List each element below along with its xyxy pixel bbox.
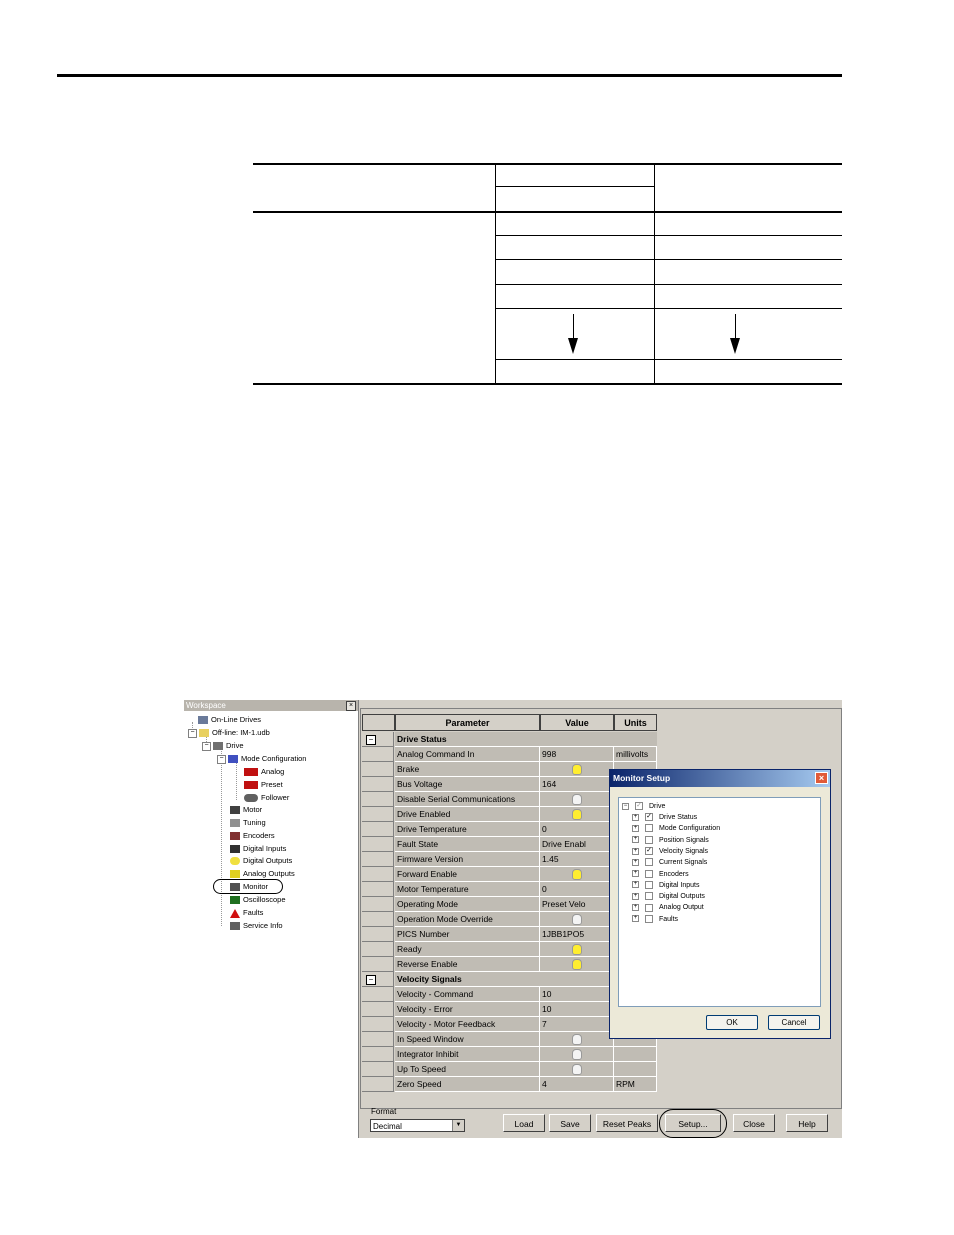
- value-cell: 0: [540, 822, 614, 837]
- format-label: Format: [371, 1107, 397, 1116]
- parameter-cell: Forward Enable: [395, 867, 540, 882]
- collapse-icon[interactable]: −: [188, 729, 197, 738]
- row-header: [362, 897, 394, 912]
- bulb-on-icon: [572, 764, 582, 775]
- bulb-on-icon: [572, 944, 582, 955]
- collapse-icon[interactable]: −: [623, 802, 628, 809]
- row-header: [362, 987, 394, 1002]
- dialog-tree: [618, 797, 821, 1007]
- parameter-cell: Velocity - Error: [395, 1002, 540, 1017]
- dialog-tree-item-label: Position Signals: [659, 836, 709, 844]
- save-button[interactable]: Save: [549, 1114, 591, 1132]
- expand-icon[interactable]: +: [633, 858, 638, 865]
- dialog-tree-item-label: Digital Inputs: [659, 881, 700, 889]
- row-header: [362, 942, 394, 957]
- collapse-icon[interactable]: −: [366, 975, 376, 985]
- dialog-tree-item-label: Analog Output: [659, 904, 704, 912]
- value-cell: [540, 1032, 614, 1047]
- tree-item-encoders[interactable]: Encoders: [230, 830, 275, 842]
- value-cell: Drive Enabl: [540, 837, 614, 852]
- dialog-tree-item[interactable]: [632, 846, 708, 857]
- bulb-off-icon: [572, 1064, 582, 1075]
- encoders-icon: [230, 832, 240, 840]
- row-header: [362, 912, 394, 927]
- analog-icon: [244, 768, 258, 776]
- expand-icon[interactable]: +: [633, 915, 638, 922]
- value-cell: 10: [540, 987, 614, 1002]
- dialog-tree-item-label: Mode Configuration: [659, 825, 721, 833]
- tree-item-tuning[interactable]: Tuning: [230, 817, 266, 829]
- dialog-tree-item[interactable]: [632, 880, 699, 891]
- header-rule: [57, 74, 842, 77]
- dialog-tree-item[interactable]: [632, 823, 720, 834]
- group-label: Velocity Signals: [395, 972, 657, 987]
- dialog-tree-item[interactable]: [632, 812, 697, 823]
- format-value: Decimal: [373, 1122, 402, 1131]
- value-cell: 10: [540, 1002, 614, 1017]
- bulb-off-icon: [572, 1049, 582, 1060]
- parameter-cell: In Speed Window: [395, 1032, 540, 1047]
- value-cell: 998: [540, 747, 614, 762]
- row-header: [362, 807, 394, 822]
- chevron-down-icon[interactable]: ▼: [452, 1120, 464, 1131]
- units-cell: [614, 1062, 657, 1077]
- dialog-tree-item-label: Drive Status: [659, 814, 698, 821]
- value-cell: [540, 1062, 614, 1077]
- checkbox[interactable]: [645, 836, 653, 844]
- expand-icon[interactable]: +: [633, 892, 638, 899]
- parameter-cell: Firmware Version: [395, 852, 540, 867]
- dialog-title-bar: [610, 770, 830, 787]
- row-header: [362, 762, 394, 777]
- group-row-header: [362, 972, 394, 987]
- parameter-cell: PICS Number: [395, 927, 540, 942]
- value-cell: [540, 912, 614, 927]
- expand-icon[interactable]: +: [633, 824, 638, 831]
- row-header: [362, 777, 394, 792]
- monitor-highlight-circle: [213, 879, 283, 894]
- value-column-header[interactable]: Value: [540, 714, 614, 731]
- cancel-button[interactable]: Cancel: [768, 1015, 820, 1030]
- tree-item-digital-inputs[interactable]: Digital Inputs: [230, 843, 286, 855]
- tree-item-mode-configuration[interactable]: − Mode Configuration: [217, 753, 306, 765]
- down-arrowhead-icon: [568, 338, 578, 354]
- workspace-title: Workspace: [186, 701, 226, 710]
- ok-button[interactable]: OK: [706, 1015, 758, 1030]
- expand-icon[interactable]: +: [633, 847, 638, 854]
- parameter-cell: Velocity - Command: [395, 987, 540, 1002]
- close-icon[interactable]: ×: [346, 701, 356, 711]
- checkbox[interactable]: ✓: [646, 847, 652, 855]
- follower-icon: [244, 794, 258, 802]
- value-cell: 7: [540, 1017, 614, 1032]
- load-button[interactable]: Load: [503, 1114, 545, 1132]
- parameter-cell: Analog Command In: [395, 747, 540, 762]
- value-cell: 4: [540, 1077, 614, 1092]
- row-header: [362, 927, 394, 942]
- value-cell: [540, 957, 614, 972]
- parameter-cell: Integrator Inhibit: [395, 1047, 540, 1062]
- monitor-setup-dialog: [609, 769, 831, 1039]
- grid-corner-header: [362, 714, 395, 731]
- tree-item-online-drives[interactable]: On-Line Drives: [198, 714, 261, 726]
- parameter-cell: Disable Serial Communications: [395, 792, 540, 807]
- row-header: [362, 792, 394, 807]
- row-header: [362, 1047, 394, 1062]
- bulb-on-icon: [572, 809, 582, 820]
- checkbox[interactable]: [645, 915, 653, 923]
- dialog-tree-item[interactable]: [632, 914, 678, 925]
- online-drives-icon: [198, 716, 208, 724]
- expand-icon[interactable]: +: [633, 881, 638, 888]
- tree-item-motor[interactable]: Motor: [230, 804, 262, 816]
- digital-inputs-icon: [230, 845, 240, 853]
- value-cell: [540, 1047, 614, 1062]
- parameter-cell: Ready: [395, 942, 540, 957]
- tree-item-follower[interactable]: Follower: [244, 792, 289, 804]
- root-checkbox[interactable]: ✓: [636, 802, 642, 810]
- drive-icon: [213, 742, 223, 750]
- row-header: [362, 747, 394, 762]
- collapse-icon[interactable]: −: [202, 742, 211, 751]
- units-cell: [614, 1047, 657, 1062]
- dialog-tree-item-label: Digital Outputs: [659, 893, 705, 901]
- dialog-tree-item-label: Current Signals: [659, 859, 708, 867]
- bulb-on-icon: [572, 869, 582, 880]
- tree-item-service-info[interactable]: Service Info: [230, 920, 283, 932]
- parameter-cell: Zero Speed: [395, 1077, 540, 1092]
- dialog-title: Monitor Setup: [613, 773, 671, 783]
- bulb-off-icon: [572, 1034, 582, 1045]
- row-header: [362, 1032, 394, 1047]
- format-select[interactable]: [370, 1119, 465, 1132]
- parameter-cell: Bus Voltage: [395, 777, 540, 792]
- tuning-icon: [230, 819, 240, 827]
- bulb-on-icon: [572, 959, 582, 970]
- bulb-off-icon: [572, 794, 582, 805]
- units-column-header[interactable]: Units: [614, 714, 657, 731]
- checkbox[interactable]: [645, 904, 653, 912]
- tree-item-digital-outputs[interactable]: Digital Outputs: [230, 855, 292, 867]
- parameter-cell: Brake: [395, 762, 540, 777]
- value-cell: [540, 792, 614, 807]
- value-cell: [540, 942, 614, 957]
- setup-button[interactable]: Setup...: [665, 1114, 721, 1132]
- workspace-title-bar: [184, 700, 358, 711]
- tree-item-offline-file[interactable]: − Off-line: IM-1.udb: [188, 727, 270, 739]
- units-cell: millivolts: [614, 747, 657, 762]
- row-header: [362, 957, 394, 972]
- value-cell: [540, 762, 614, 777]
- value-cell: [540, 807, 614, 822]
- parameter-cell: Fault State: [395, 837, 540, 852]
- close-button[interactable]: Close: [733, 1114, 775, 1132]
- checkbox[interactable]: [645, 858, 653, 866]
- checkbox[interactable]: [645, 870, 653, 878]
- tree-item-analog[interactable]: Analog: [244, 766, 284, 778]
- service-info-icon: [230, 922, 240, 930]
- preset-icon: [244, 781, 258, 789]
- oscilloscope-icon: [230, 896, 240, 904]
- parameter-cell: Motor Temperature: [395, 882, 540, 897]
- value-cell: Preset Velo: [540, 897, 614, 912]
- tree-item-oscilloscope[interactable]: Oscilloscope: [230, 894, 286, 906]
- checkbox[interactable]: [645, 824, 653, 832]
- motor-icon: [230, 806, 240, 814]
- row-header: [362, 1077, 394, 1092]
- tree-item-monitor[interactable]: Monitor: [230, 881, 268, 893]
- group-row-header: [362, 732, 394, 747]
- collapse-icon[interactable]: −: [366, 735, 376, 745]
- dialog-tree-item-label: Encoders: [659, 870, 689, 878]
- expand-icon[interactable]: +: [633, 904, 638, 911]
- parameter-cell: Reverse Enable: [395, 957, 540, 972]
- close-icon[interactable]: ×: [815, 772, 828, 784]
- tree-item-drive[interactable]: − Drive: [202, 740, 244, 752]
- value-cell: 1.45: [540, 852, 614, 867]
- mode-config-icon: [228, 755, 238, 763]
- row-header: [362, 852, 394, 867]
- parameter-cell: Operating Mode: [395, 897, 540, 912]
- parameter-cell: Up To Speed: [395, 1062, 540, 1077]
- dialog-tree-item-label: Faults: [659, 915, 679, 923]
- row-header: [362, 1062, 394, 1077]
- row-header: [362, 882, 394, 897]
- value-cell: 164: [540, 777, 614, 792]
- checkbox[interactable]: [645, 892, 653, 900]
- help-button[interactable]: Help: [786, 1114, 828, 1132]
- row-header: [362, 1017, 394, 1032]
- dialog-tree-root[interactable]: − ✓ Drive: [623, 802, 666, 810]
- units-cell: RPM: [614, 1077, 657, 1092]
- dialog-tree-item[interactable]: [632, 857, 707, 868]
- value-cell: 1JBB1PO5: [540, 927, 614, 942]
- dialog-tree-item[interactable]: [632, 835, 709, 846]
- value-cell: 0: [540, 882, 614, 897]
- row-header: [362, 822, 394, 837]
- tree-item-preset[interactable]: Preset: [244, 779, 283, 791]
- dialog-tree-item[interactable]: [632, 902, 704, 913]
- tree-item-faults[interactable]: Faults: [230, 907, 263, 919]
- down-arrow-icon: [573, 314, 574, 340]
- digital-outputs-icon: [230, 857, 240, 865]
- tree-item-analog-outputs[interactable]: Analog Outputs: [230, 868, 295, 880]
- row-header: [362, 867, 394, 882]
- down-arrow-icon: [735, 314, 736, 340]
- dialog-tree-item[interactable]: [632, 891, 705, 902]
- analog-outputs-icon: [230, 870, 240, 878]
- row-header: [362, 1002, 394, 1017]
- checkbox[interactable]: [645, 881, 653, 889]
- workspace-panel: [184, 700, 359, 1138]
- reset-peaks-button[interactable]: Reset Peaks: [596, 1114, 658, 1132]
- parameter-cell: Operation Mode Override: [395, 912, 540, 927]
- parameter-cell: Drive Temperature: [395, 822, 540, 837]
- bulb-off-icon: [572, 914, 582, 925]
- down-arrowhead-icon: [730, 338, 740, 354]
- checkbox[interactable]: ✓: [646, 813, 652, 821]
- parameter-cell: Drive Enabled: [395, 807, 540, 822]
- value-cell: [540, 867, 614, 882]
- expand-icon[interactable]: +: [633, 870, 638, 877]
- expand-icon[interactable]: +: [633, 836, 638, 843]
- expand-icon[interactable]: +: [633, 813, 638, 820]
- monitor-screenshot: [184, 700, 842, 1138]
- row-header: [362, 837, 394, 852]
- parameter-cell: Velocity - Motor Feedback: [395, 1017, 540, 1032]
- collapse-icon[interactable]: −: [217, 755, 226, 764]
- parameter-column-header[interactable]: Parameter: [395, 714, 540, 731]
- group-label: Drive Status: [395, 732, 657, 747]
- faults-icon: [230, 909, 240, 918]
- dialog-tree-item-label: Velocity Signals: [659, 847, 709, 855]
- setup-highlight-circle: [659, 1109, 727, 1138]
- dialog-tree-item[interactable]: [632, 869, 689, 880]
- folder-icon: [199, 729, 209, 737]
